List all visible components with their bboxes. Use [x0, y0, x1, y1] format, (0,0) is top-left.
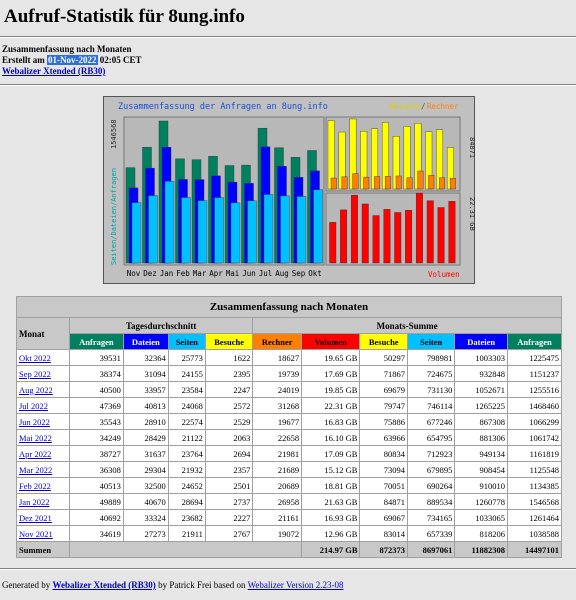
table-cell: 38727	[69, 446, 123, 462]
bar-rechner	[385, 176, 391, 189]
month-link[interactable]: Okt 2022	[19, 352, 51, 363]
table-cell: 23584	[168, 382, 205, 398]
month-link[interactable]: Dez 2021	[19, 512, 52, 523]
month-link[interactable]: Mai 2022	[19, 432, 52, 443]
x-tick-label: Nov	[126, 269, 141, 278]
hdr-dateien-sum: Dateien	[455, 334, 508, 350]
month-cell	[17, 478, 70, 494]
table-cell: 34619	[69, 526, 123, 542]
bar-seiten	[297, 196, 306, 263]
table-cell: 36308	[69, 462, 123, 478]
created-line	[2, 55, 142, 66]
monthly-chart	[103, 96, 475, 284]
table-cell: 16.10 GB	[302, 430, 360, 446]
table-cell: 24652	[168, 478, 205, 494]
sum-row	[17, 542, 562, 558]
x-tick-label: Mar	[192, 269, 207, 278]
table-cell: 40692	[69, 510, 123, 526]
table-cell: 881306	[455, 430, 508, 446]
footer	[2, 580, 343, 590]
table-cell: 2247	[205, 382, 252, 398]
table-cell: 798981	[407, 350, 454, 366]
table-cell: 1261464	[508, 510, 562, 526]
table-cell: 2395	[205, 366, 252, 382]
bar-rechner	[429, 175, 435, 189]
table-cell: 17.09 GB	[302, 446, 360, 462]
table-cell: 32500	[123, 478, 168, 494]
x-tick-label: Feb	[176, 269, 190, 278]
table-cell: 28910	[123, 414, 168, 430]
hdr-besuche-sum: Besuche	[360, 334, 407, 350]
table-cell: 75886	[360, 414, 407, 430]
table-cell: 2357	[205, 462, 252, 478]
bar-rechner	[342, 177, 348, 189]
bar-seiten	[264, 194, 273, 263]
bar-volumen	[362, 204, 369, 263]
x-axis-labels	[127, 269, 322, 278]
table-cell: 32364	[123, 350, 168, 366]
table-cell: 19.65 GB	[302, 350, 360, 366]
bar-volumen	[384, 209, 391, 263]
summary-heading: Zusammenfassung nach Monaten	[2, 44, 132, 54]
table-cell: 19072	[253, 526, 302, 542]
bar-seiten	[231, 203, 240, 263]
month-link[interactable]: Nov 2021	[19, 528, 53, 539]
table-cell: 1003303	[455, 350, 508, 366]
month-cell	[17, 398, 70, 414]
table-cell: 1255516	[508, 382, 562, 398]
month-cell	[17, 526, 70, 542]
month-cell	[17, 382, 70, 398]
bar-rechner	[331, 178, 337, 189]
bar-rechner	[374, 177, 380, 189]
table-cell: 910010	[455, 478, 508, 494]
right-top-max-label: 84871	[468, 137, 476, 159]
table-cell: 24155	[168, 366, 205, 382]
bar-seiten	[198, 201, 207, 263]
bar-volumen	[351, 195, 358, 263]
table-cell: 1468460	[508, 398, 562, 414]
table-cell: 21689	[253, 462, 302, 478]
sum-anfragen: 14497101	[508, 542, 562, 558]
bar-seiten	[182, 198, 191, 263]
month-link[interactable]: Mar 2022	[19, 464, 53, 475]
table-cell: 73094	[360, 462, 407, 478]
table-cell: 932848	[455, 366, 508, 382]
table-cell: 69679	[360, 382, 407, 398]
table-cell: 22.31 GB	[302, 398, 360, 414]
bar-volumen	[449, 201, 456, 263]
footer-middle: by Patrick Frei based on	[155, 580, 248, 590]
footer-prefix: Generated by	[2, 580, 53, 590]
table-row	[17, 398, 562, 414]
x-tick-label: Dez	[143, 269, 157, 278]
table-cell: 1546568	[508, 494, 562, 510]
table-cell: 1151237	[508, 366, 562, 382]
bar-volumen	[373, 216, 380, 263]
table-cell: 31268	[253, 398, 302, 414]
month-link[interactable]: Feb 2022	[19, 480, 51, 491]
sum-besuche: 872373	[360, 542, 407, 558]
month-link[interactable]: Jan 2022	[19, 496, 50, 507]
table-cell: 1033065	[455, 510, 508, 526]
table-cell: 2737	[205, 494, 252, 510]
table-cell: 50297	[360, 350, 407, 366]
bar-seiten	[215, 198, 224, 263]
x-tick-label: Jan	[159, 269, 174, 278]
table-cell: 39531	[69, 350, 123, 366]
hdr-seiten: Seiten	[168, 334, 205, 350]
table-cell: 2501	[205, 478, 252, 494]
table-body	[17, 350, 562, 542]
table-cell: 1061742	[508, 430, 562, 446]
hdr-rechner: Rechner	[253, 334, 302, 350]
bar-rechner	[450, 178, 456, 189]
table-cell: 2572	[205, 398, 252, 414]
table-cell: 1134385	[508, 478, 562, 494]
footer-version-link[interactable]: Webalizer Version 2.23-08	[247, 580, 344, 590]
table-cell: 657339	[407, 526, 454, 542]
page-title: Aufruf-Statistik für 8ung.info	[4, 6, 245, 27]
table-cell: 746114	[407, 398, 454, 414]
table-cell: 17.69 GB	[302, 366, 360, 382]
x-tick-label: Jun	[242, 269, 256, 278]
table-cell: 20689	[253, 478, 302, 494]
table-cell: 2227	[205, 510, 252, 526]
x-tick-label: Mai	[225, 269, 240, 278]
table-cell: 734165	[407, 510, 454, 526]
legend-left: Seiten/Dateien/Anfragen	[110, 168, 118, 265]
table-cell: 12.96 GB	[302, 526, 360, 542]
bar-seiten	[165, 181, 174, 263]
bar-seiten	[248, 201, 257, 263]
table-cell: 2063	[205, 430, 252, 446]
legend-besuche: Besuche	[390, 102, 422, 111]
table-cell: 19.85 GB	[302, 382, 360, 398]
table-cell: 24019	[253, 382, 302, 398]
table-cell: 40500	[69, 382, 123, 398]
bar-seiten	[132, 203, 141, 263]
bar-volumen	[438, 207, 445, 263]
bar-rechner	[364, 177, 370, 189]
month-cell	[17, 510, 70, 526]
table-cell: 83014	[360, 526, 407, 542]
header-divider	[0, 84, 576, 86]
table-row	[17, 382, 562, 398]
table-cell: 21.63 GB	[302, 494, 360, 510]
table-cell: 949134	[455, 446, 508, 462]
sum-spacer	[69, 542, 301, 558]
month-cell	[17, 446, 70, 462]
table-row	[17, 414, 562, 430]
month-link[interactable]: Aug 2022	[19, 384, 53, 395]
top-divider	[0, 36, 576, 38]
table-cell: 19677	[253, 414, 302, 430]
table-cell: 79747	[360, 398, 407, 414]
table-row	[17, 366, 562, 382]
table-cell: 31637	[123, 446, 168, 462]
table-cell: 31094	[123, 366, 168, 382]
month-link[interactable]: Jul 2022	[19, 400, 49, 411]
table-cell: 34249	[69, 430, 123, 446]
x-tick-label: Aug	[275, 269, 289, 278]
table-cell: 1066299	[508, 414, 562, 430]
month-cell	[17, 350, 70, 366]
table-cell: 40513	[69, 478, 123, 494]
hdr-anfragen-sum: Anfragen	[508, 334, 562, 350]
sum-label: Summen	[17, 542, 70, 558]
table-cell: 22658	[253, 430, 302, 446]
table-cell: 889534	[407, 494, 454, 510]
table-cell: 28429	[123, 430, 168, 446]
table-cell: 1225475	[508, 350, 562, 366]
table-cell: 16.83 GB	[302, 414, 360, 430]
table-cell: 33957	[123, 382, 168, 398]
table-cell: 818206	[455, 526, 508, 542]
bar-rechner	[396, 176, 402, 189]
table-cell: 26958	[253, 494, 302, 510]
table-cell: 23764	[168, 446, 205, 462]
table-cell: 724675	[407, 366, 454, 382]
table-cell: 677246	[407, 414, 454, 430]
table-cell: 21161	[253, 510, 302, 526]
bar-volumen	[427, 201, 434, 263]
created-prefix: Erstellt am	[2, 55, 47, 65]
table-cell: 84871	[360, 494, 407, 510]
table-cell: 69067	[360, 510, 407, 526]
footer-webalizer-link[interactable]: Webalizer Xtended (RB30)	[52, 580, 156, 590]
table-cell: 35543	[69, 414, 123, 430]
right-bottom-max-label: 22.31 GB	[468, 197, 476, 231]
hdr-besuche: Besuche	[205, 334, 252, 350]
table-cell: 21981	[253, 446, 302, 462]
table-cell: 908454	[455, 462, 508, 478]
month-cell	[17, 366, 70, 382]
table-row	[17, 350, 562, 366]
bar-rechner	[418, 171, 424, 189]
table-cell: 712923	[407, 446, 454, 462]
bar-seiten	[149, 196, 158, 263]
table-row	[17, 510, 562, 526]
table-cell: 1622	[205, 350, 252, 366]
table-cell: 40813	[123, 398, 168, 414]
legend-rechner: Rechner	[427, 102, 459, 111]
bar-volumen	[395, 212, 402, 263]
group-daily: Tagesdurchschnitt	[69, 318, 252, 334]
table-cell: 1260778	[455, 494, 508, 510]
bar-volumen	[330, 222, 337, 263]
bar-rechner	[407, 178, 413, 189]
webalizer-link[interactable]: Webalizer Xtended (RB30)	[2, 66, 106, 76]
bar-volumen	[405, 210, 412, 263]
table-cell: 49889	[69, 494, 123, 510]
table-cell: 1038588	[508, 526, 562, 542]
table-row	[17, 494, 562, 510]
table-cell: 40670	[123, 494, 168, 510]
sum-dateien: 11882308	[455, 542, 508, 558]
table-cell: 70051	[360, 478, 407, 494]
report-meta	[2, 44, 142, 77]
bar-rechner	[439, 178, 445, 189]
hdr-volumen: Volumen	[302, 334, 360, 350]
month-link[interactable]: Apr 2022	[19, 448, 52, 459]
group-monthly: Monats-Summe	[253, 318, 562, 334]
created-time: 02:05 CET	[97, 55, 142, 65]
month-cell	[17, 430, 70, 446]
table-cell: 1052671	[455, 382, 508, 398]
table-cell: 679895	[407, 462, 454, 478]
table-cell: 38374	[69, 366, 123, 382]
table-cell: 27273	[123, 526, 168, 542]
table-cell: 47369	[69, 398, 123, 414]
sum-seiten: 8697061	[407, 542, 454, 558]
legend-sep: /	[421, 102, 426, 111]
table-row	[17, 446, 562, 462]
table-cell: 2767	[205, 526, 252, 542]
table-cell: 33324	[123, 510, 168, 526]
table-title: Zusammenfassung nach Monaten	[17, 297, 562, 318]
table-cell: 80834	[360, 446, 407, 462]
month-link[interactable]: Sep 2022	[19, 368, 51, 379]
table-cell: 23682	[168, 510, 205, 526]
table-cell: 1161819	[508, 446, 562, 462]
table-cell: 21122	[168, 430, 205, 446]
left-max-label: 1546568	[110, 119, 118, 149]
month-cell	[17, 494, 70, 510]
footer-divider	[0, 568, 576, 570]
table-cell: 24068	[168, 398, 205, 414]
month-link[interactable]: Jun 2022	[19, 416, 50, 427]
x-tick-label: Apr	[209, 269, 223, 278]
x-tick-label: Sep	[291, 269, 306, 278]
table-cell: 2694	[205, 446, 252, 462]
hdr-seiten-sum: Seiten	[407, 334, 454, 350]
table-cell: 15.12 GB	[302, 462, 360, 478]
table-row	[17, 462, 562, 478]
table-cell: 1265225	[455, 398, 508, 414]
table-row	[17, 430, 562, 446]
table-cell: 22574	[168, 414, 205, 430]
table-cell: 21932	[168, 462, 205, 478]
chart-title: Zusammenfassung der Anfragen an 8ung.info	[118, 102, 328, 112]
table-cell: 19739	[253, 366, 302, 382]
table-cell: 16.93 GB	[302, 510, 360, 526]
created-date: 01-Nov-2022	[48, 55, 97, 65]
table-cell: 731130	[407, 382, 454, 398]
table-cell: 21911	[168, 526, 205, 542]
table-cell: 867308	[455, 414, 508, 430]
month-cell	[17, 414, 70, 430]
table-cell: 63966	[360, 430, 407, 446]
table-cell: 71867	[360, 366, 407, 382]
bar-volumen	[340, 210, 347, 263]
table-cell: 654795	[407, 430, 454, 446]
x-tick-label: Okt	[308, 269, 322, 278]
table-cell: 18627	[253, 350, 302, 366]
table-cell: 2529	[205, 414, 252, 430]
sum-volumen: 214.97 GB	[302, 542, 360, 558]
hdr-dateien: Dateien	[123, 334, 168, 350]
monthly-summary-table	[16, 296, 562, 558]
table-row	[17, 478, 562, 494]
bar-seiten	[314, 190, 323, 263]
hdr-anfragen: Anfragen	[69, 334, 123, 350]
table-cell: 25773	[168, 350, 205, 366]
bar-volumen	[416, 193, 423, 263]
chart-svg	[104, 97, 474, 283]
table-cell: 1125548	[508, 462, 562, 478]
month-cell	[17, 462, 70, 478]
table-cell: 28694	[168, 494, 205, 510]
table-cell: 18.81 GB	[302, 478, 360, 494]
col-monat: Monat	[17, 318, 70, 350]
table-row	[17, 526, 562, 542]
bar-seiten	[281, 196, 290, 263]
bar-rechner	[353, 173, 359, 189]
x-tick-label: Jul	[258, 269, 273, 278]
table-cell: 29304	[123, 462, 168, 478]
table-cell: 690264	[407, 478, 454, 494]
legend-volumen: Volumen	[428, 270, 460, 279]
